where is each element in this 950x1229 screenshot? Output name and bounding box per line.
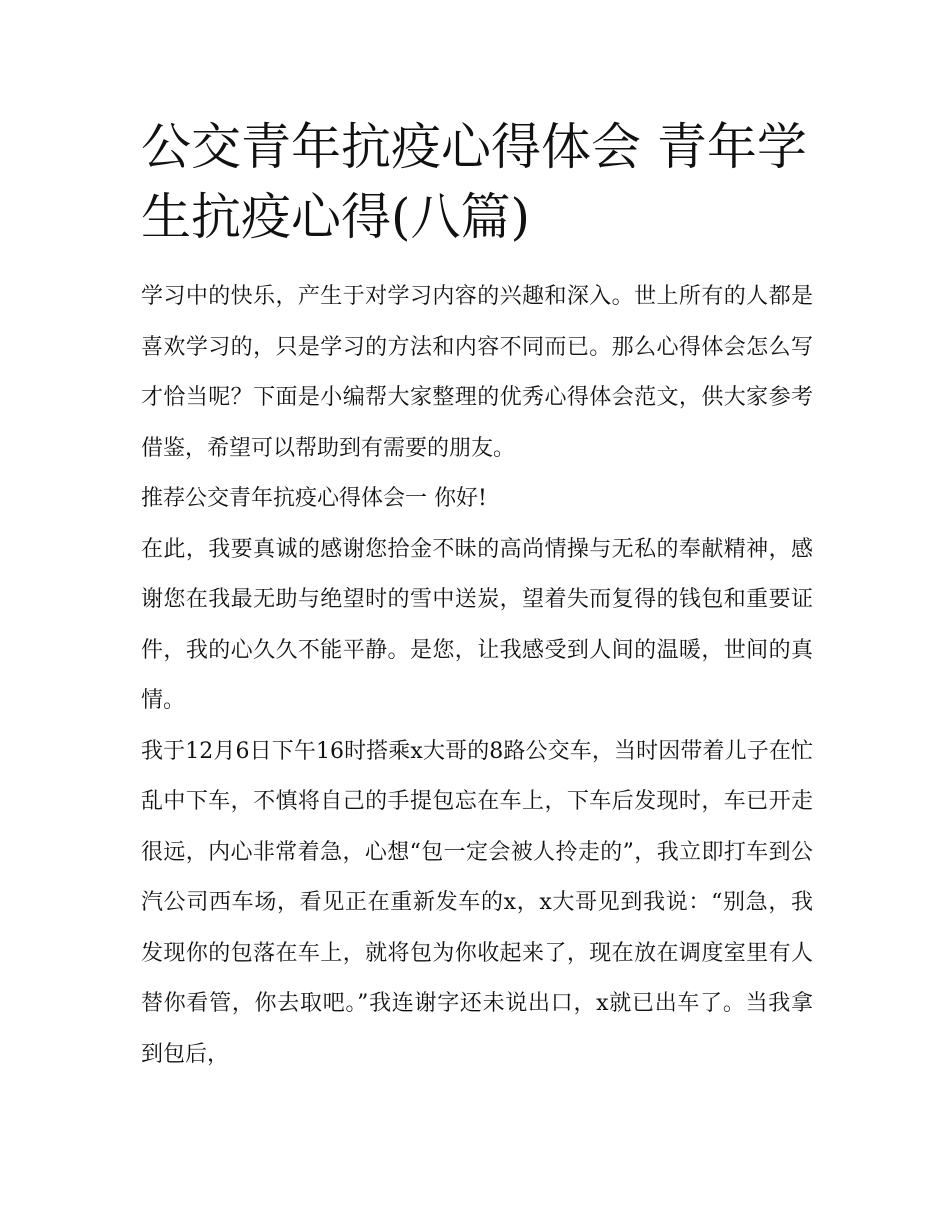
document-page: [141, 112, 813, 1080]
paragraph-intro: 学习中的快乐，产生于对学习内容的兴趣和深入。世上所有的人都是喜欢学习的，只是学习的方法和内容不同而已。那么心得体会怎么写才恰当呢？下面是小编帮大家整理的优秀心得体会范文，供大家参考借鉴，希望可以帮助到有需要的朋友。: [141, 284, 813, 461]
document-title: 公交青年抗疫心得体会 青年学生抗疫心得(八篇): [141, 118, 807, 246]
paragraph-story: 我于12月6日下午16时搭乘x大哥的8路公交车，当时因带着儿子在忙乱中下车，不慎将自己的手提包忘在车上，下车后发现时，车已开走很远，内心非常着急，心想“包一定会被人拎走的”，我立即打车到公汽公司西车场，看见正在重新发车的x，x大哥见到我说：“别急，我发现你的包落在车上，就将包为你收起来了，现在放在调度室里有人替你看管，你去取吧。”我连谢字还未说出口，x就已出车了。当我拿到包后，: [141, 738, 813, 1067]
paragraph-thanks: 在此，我要真诚的感谢您拾金不昧的高尚情操与无私的奉献精神，感谢您在我最无助与绝望时的雪中送炭，望着失而复得的钱包和重要证件，我的心久久不能平静。是您，让我感受到人间的温暖，世间的真情。: [141, 536, 813, 713]
paragraph-heading-one: 推荐公交青年抗疫心得体会一 你好!: [141, 486, 487, 511]
